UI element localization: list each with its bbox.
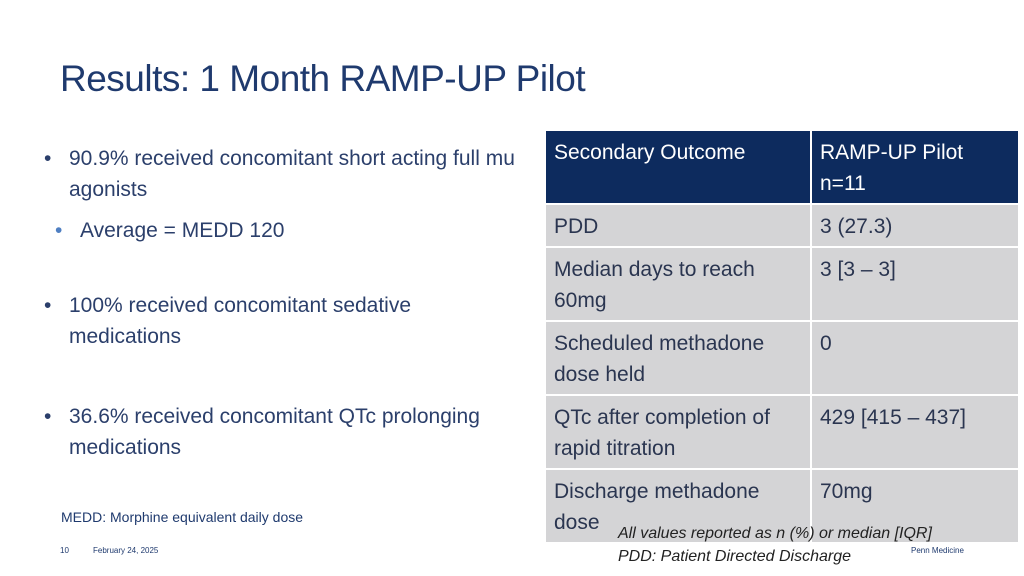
table-cell: Median days to reach 60mg [545,247,811,321]
table-cell: 70mg [811,469,1019,543]
bullet-text: 36.6% received concomitant QTc prolonging medications [69,405,480,459]
table-row [545,204,1019,247]
table-note: All values reported as n (%) or median [IQR] [618,525,932,542]
bullet-dot-icon: • [44,294,52,317]
table-cell: 3 [3 – 3] [811,247,1019,321]
organization-name: Penn Medicine [911,546,964,555]
table-cell: 0 [811,321,1019,395]
bullet-text: 100% received concomitant sedative medications [69,294,412,348]
table-cell: Discharge methadone dose [545,469,811,543]
table-note: PDD: Patient Directed Discharge [618,548,851,565]
table-row [545,321,1019,395]
bullet-text: 90.9% received concomitant short acting full mu agonists [69,147,515,201]
table-cell: QTc after completion of rapid titration [545,395,811,469]
table-cell: Scheduled methadone dose held [545,321,811,395]
table-cell: PDD [545,204,811,247]
table-row [545,247,1019,321]
bullet-dot-icon: • [55,219,63,242]
bullet-dot-icon: • [44,147,52,170]
slide-number: 10 [60,546,69,555]
slide-date: February 24, 2025 [93,546,159,555]
table-notes [618,522,932,568]
table-cell: 3 (27.3) [811,204,1019,247]
table-cell: 429 [415 – 437] [811,395,1019,469]
table-header-row [545,130,1019,204]
outcomes-table [544,129,1020,544]
medd-definition: MEDD: Morphine equivalent daily dose [61,509,304,525]
bullet-text: Average = MEDD 120 [80,219,285,242]
bullet-dot-icon: • [44,405,52,428]
slide-title: Results: 1 Month RAMP-UP Pilot [60,58,586,99]
table-row [545,395,1019,469]
table-header-cell: RAMP-UP Pilot n=11 [811,130,1019,204]
table-header-cell: Secondary Outcome [545,130,811,204]
